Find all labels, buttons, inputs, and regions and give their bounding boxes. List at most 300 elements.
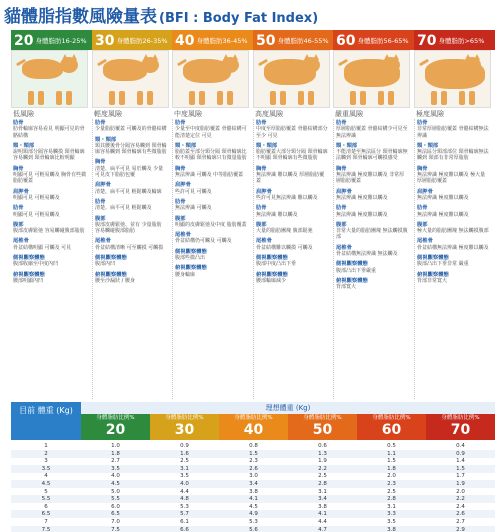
ideal-weight-cell: 3.1 (387, 503, 396, 510)
table-header-caption: 身體脂肪比例% (96, 415, 135, 421)
criteria-heading: 胸骨 (95, 159, 106, 166)
criteria-heading: 尾椎骨 (336, 244, 352, 251)
criteria-block (95, 216, 168, 235)
criteria-block (417, 272, 490, 285)
cat-leg (469, 91, 475, 105)
current-weight-cell: 5 (44, 488, 48, 495)
cat-leg (227, 91, 233, 105)
level-header-70 (414, 30, 495, 50)
criteria-text: 腰至沙漏狀 / 腰身 (95, 277, 135, 284)
criteria-text: 說明頸部分隔容易觸摸 頸骨輪廓容易觸到 頸骨輪廓比較明顯 (13, 149, 85, 162)
criteria-block (175, 143, 248, 162)
table-header-50 (288, 414, 357, 440)
table-header-60 (357, 414, 426, 440)
criteria-block (336, 278, 409, 291)
cat-ear (152, 54, 158, 60)
ideal-weight-table (11, 402, 495, 532)
ideal-weight-cell: 0.6 (318, 443, 327, 449)
criteria-text: 脂肪覆蓋大部分頸分隔 頸骨輪廓不明顯 頸骨輪廓有些微脂肪 (256, 149, 328, 162)
current-weight-cell: 4.5 (41, 481, 51, 487)
cat-body (22, 59, 63, 79)
ideal-weight-cell: 2.4 (456, 503, 465, 510)
criteria-text: 腹部收縮至中度內凹 (13, 261, 59, 268)
ideal-weight-cell: 1.7 (456, 473, 465, 480)
criteria-heading: 側視觀察體態 (95, 255, 127, 262)
criteria-block (417, 189, 490, 202)
criteria-block (417, 166, 490, 185)
level-range: 身體脂肪46-55% (277, 37, 329, 45)
page-title (0, 0, 500, 28)
criteria-block (13, 120, 87, 139)
criteria-heading: 肋骨 (175, 120, 186, 126)
criteria-block (95, 272, 168, 285)
criteria-block (417, 143, 490, 162)
criteria-text: 骨盆結構清晰 可至觸摸 可觸摸 (95, 244, 164, 251)
level-number: 70 (417, 33, 437, 49)
cat-leg (28, 91, 34, 105)
criteria-text: 骨盆結構無法辨識 極度難以觸及 (417, 244, 489, 251)
ideal-weight-cell: 4.0 (111, 473, 120, 480)
cat-leg (441, 91, 447, 105)
table-header-40 (219, 414, 288, 440)
cat-image-60 (333, 50, 410, 108)
ideal-weight-cell: 1.9 (456, 481, 465, 487)
level-header-40 (172, 30, 253, 50)
criteria-block (13, 143, 87, 162)
title-zh: 貓體脂指數風險量表 (4, 7, 157, 27)
criteria-block (13, 189, 87, 202)
ideal-weight-cell: 4.5 (249, 503, 258, 510)
cat-image-70 (414, 50, 491, 108)
table-header-caption: 身體脂肪比例% (441, 415, 480, 421)
table-header-30 (150, 414, 219, 440)
ideal-weight-cell: 3.1 (180, 465, 189, 472)
criteria-text: 無法辨識 極度難以觸及 (417, 211, 469, 218)
cat-leg (360, 91, 366, 105)
level-header-60 (333, 30, 414, 50)
criteria-block (95, 199, 168, 212)
criteria-block (95, 238, 168, 251)
level-number: 60 (336, 33, 356, 49)
criteria-heading: 俯視觀察體態 (256, 271, 288, 278)
table-header-number: 40 (243, 422, 264, 438)
criteria-text: 無法辨識 難以觸及 厚層脂肪覆蓋 (256, 172, 325, 185)
criteria-heading: 頸・頸部 (95, 136, 117, 143)
cat-leg (66, 91, 72, 105)
criteria-heading: 腹部 (175, 215, 186, 222)
criteria-text: 腹部凸出下垂非常 嚴重 (417, 261, 469, 268)
criteria-text: 腹部凸出下垂嚴重 (336, 267, 377, 274)
risk-label-20: 低風險 (13, 110, 34, 118)
risk-label-70: 極度風險 (416, 110, 444, 118)
ideal-weight-cell: 6.1 (180, 519, 189, 525)
current-weight-cell: 6 (44, 503, 48, 510)
criteria-text: 腹部皮膚鬆弛、並有 少量脂肪 容易觸碰腹部脂肪 (95, 221, 162, 235)
criteria-column-30 (92, 119, 170, 399)
criteria-block (13, 205, 87, 218)
ideal-weight-cell: 2.7 (111, 458, 120, 465)
criteria-block (175, 249, 248, 262)
ideal-weight-cell: 3.8 (387, 526, 396, 532)
ideal-weight-cell: 4.4 (318, 519, 327, 525)
cat-image-30 (92, 50, 169, 108)
ideal-weight-cell: 2.8 (318, 481, 327, 487)
ideal-weight-cell: 2.7 (456, 519, 465, 525)
criteria-heading: 腹部 (13, 221, 24, 228)
criteria-column-20 (11, 119, 89, 399)
criteria-text: 無法辨識 可觸及 中等脂肪覆蓋 (175, 172, 244, 179)
criteria-heading: 頸・頸部 (336, 142, 358, 149)
criteria-text: 無法區分頸部部位 頸骨輪廓無法觸到 頸部有非常厚脂肪 (417, 149, 489, 162)
level-number: 50 (256, 33, 276, 49)
criteria-heading: 側視觀察體態 (336, 261, 368, 268)
criteria-text: 清楚、扁平可見 輕鬆觸及 (95, 205, 152, 212)
criteria-column-40 (172, 119, 250, 399)
criteria-text: 無法辨識 難以觸及 (256, 211, 298, 218)
cat-leg (109, 91, 115, 105)
criteria-text: 無法辨識 可觸及 (175, 205, 212, 212)
ideal-weight-cell: 2.0 (387, 473, 396, 480)
ideal-weight-cell: 1.9 (318, 458, 327, 465)
criteria-text: 無法辨識 極度難以觸及 (417, 194, 469, 201)
cat-image-20 (11, 50, 88, 108)
criteria-heading: 頸・頸部 (256, 142, 278, 149)
cat-illustrations (11, 50, 495, 108)
ideal-weight-cell: 6.0 (111, 503, 120, 510)
criteria-heading: 俯視觀察體態 (95, 271, 127, 278)
ideal-weight-cell: 1.5 (249, 450, 258, 457)
level-header-30 (92, 30, 173, 50)
criteria-block (336, 205, 409, 218)
criteria-block (256, 166, 329, 185)
current-weight-cell: 2 (44, 450, 48, 457)
criteria-text: 骨盆結構明顯 可觸及 可見 (13, 244, 72, 251)
cat-image-50 (253, 50, 330, 108)
cat-ear (465, 54, 471, 60)
criteria-text: 無法辨識 極度難以觸及 (336, 211, 388, 218)
criteria-text: 背部非常寬大 (417, 277, 448, 284)
ideal-weight-cell: 0.5 (387, 443, 396, 449)
cat-leg (388, 91, 394, 105)
cat-ear (474, 54, 480, 60)
criteria-heading: 俯視觀察體態 (336, 277, 368, 284)
criteria-block (256, 120, 329, 139)
criteria-column-50 (253, 119, 331, 399)
criteria-block (336, 245, 409, 258)
criteria-block (256, 255, 329, 268)
criteria-text: 清楚、扁平可見 易於觸及 少量可見皮下脂肪包覆 (95, 165, 164, 179)
ideal-weight-cell: 4.4 (180, 488, 189, 495)
table-header-caption: 身體脂肪比例% (234, 415, 273, 421)
table-corner: 目前 體重 (Kg) (11, 402, 81, 440)
criteria-column-70 (414, 119, 492, 399)
criteria-text: 極大量的脂肪團塊 無法觸摸腹部 (417, 228, 489, 235)
ideal-weight-cell: 4.0 (180, 481, 189, 487)
ideal-weight-cell: 1.5 (456, 465, 465, 472)
criteria-block (175, 216, 248, 229)
ideal-weight-cell: 5.0 (111, 488, 120, 495)
criteria-text: 少量脂肪覆蓋 可觸及的骨骼結構 (95, 126, 167, 133)
ideal-weight-cell: 1.8 (387, 465, 396, 472)
criteria-text: 腹部中度凸出下垂 (256, 261, 297, 268)
cat-ear (223, 54, 229, 60)
level-range: 身體脂肪56-65% (357, 37, 409, 45)
criteria-block (95, 120, 168, 133)
ideal-weight-cell: 1.3 (318, 450, 327, 457)
cat-leg (119, 91, 125, 105)
criteria-text: 無法辨識 極度難以觸及 非常厚層脂肪覆蓋 (336, 172, 405, 185)
title-en: (BFI : Body Fat Index) (159, 11, 319, 26)
table-header-number: 20 (105, 422, 126, 438)
criteria-block (336, 143, 409, 162)
criteria-heading: 胸骨 (256, 165, 267, 172)
ideal-weight-cell: 2.8 (387, 496, 396, 503)
criteria-heading: 肋骨 (256, 120, 267, 126)
criteria-heading: 尾椎骨 (13, 238, 29, 245)
criteria-block (256, 222, 329, 235)
criteria-heading: 頸・頸部 (13, 142, 35, 149)
criteria-text: 無法辨識 極度難以觸及 (336, 194, 388, 201)
ideal-weight-cell: 3.5 (180, 473, 189, 480)
criteria-text: 厚層脂肪覆蓋 骨骼結構少可見至 無法辨識 (336, 126, 408, 139)
criteria-heading: 肋骨 (13, 120, 24, 126)
criteria-heading: 肋骨 (95, 198, 106, 205)
ideal-weight-cell: 2.6 (249, 465, 258, 472)
criteria-heading: 肩胛骨 (13, 188, 29, 195)
criteria-text: 頸其腰後骨分隔容易觸到 頸骨輪廓容易觸到 頸骨輪廓有些微脂肪 (95, 142, 167, 156)
ideal-weight-cell: 1.1 (387, 450, 396, 457)
cat-leg (308, 91, 314, 105)
criteria-heading: 側視觀察體態 (175, 248, 207, 255)
criteria-heading: 頸・頸部 (417, 142, 439, 149)
level-range: 身體脂肪>65% (438, 37, 485, 45)
criteria-text: 腹部皮膚鬆弛 容易觸碰腹部脂肪 (13, 228, 85, 235)
cat-leg (217, 91, 223, 105)
table-header-caption: 身體脂肪比例% (372, 415, 411, 421)
criteria-heading: 腹部 (95, 215, 106, 222)
ideal-weight-cell: 4.9 (249, 511, 258, 518)
criteria-block (336, 222, 409, 241)
criteria-block (13, 238, 87, 251)
ideal-weight-cell: 2.3 (387, 481, 396, 487)
criteria-block (13, 166, 87, 185)
level-number: 20 (14, 33, 34, 49)
ideal-weight-cell: 2.6 (456, 511, 465, 518)
criteria-text: 清楚、扁平可見 輕鬆觸及輪廓 (95, 188, 162, 195)
criteria-text: 少量至中度脂肪覆蓋 骨骼結構可能清楚定位 可見 (175, 126, 247, 139)
ideal-weight-cell: 4.8 (180, 496, 189, 503)
ideal-weight-cell: 3.4 (249, 481, 258, 487)
cat-leg (199, 91, 205, 105)
level-header-50 (253, 30, 334, 50)
criteria-text: 大量的脂肪團塊 腹部鬆弛 (256, 228, 313, 235)
criteria-heading: 尾椎骨 (417, 238, 433, 245)
criteria-heading: 胸骨 (175, 165, 186, 172)
criteria-text: 骨盆結構仍可觸及 可觸及 (175, 238, 232, 245)
cat-ear (313, 54, 319, 60)
ideal-weight-cell: 6.6 (180, 526, 189, 532)
criteria-block (13, 255, 87, 268)
ideal-weight-cell: 3.0 (249, 473, 258, 480)
cat-leg (270, 91, 276, 105)
risk-label-30: 輕度風險 (94, 110, 122, 118)
ideal-weight-cell: 3.1 (318, 488, 327, 495)
criteria-text: 腰部明顯內凹 (13, 277, 44, 284)
criteria-text: 非常厚層脂肪覆蓋 骨骼結構無法辨識 (417, 126, 489, 139)
ideal-weight-cell: 3.8 (249, 488, 258, 495)
ideal-weight-cell: 3.5 (111, 465, 120, 472)
criteria-text: 脂肪蓋至部分頸分隔 頸骨輪廓比較不明顯 頸骨輪廓只有微量脂肪 (175, 149, 247, 162)
ideal-weight-cell: 3.5 (387, 519, 396, 525)
risk-label-40: 中度風險 (174, 110, 202, 118)
ideal-weight-cell: 5.3 (249, 519, 258, 525)
table-title: 理想體重 (Kg) (81, 402, 495, 414)
criteria-text: 明顯可見 可輕易觸及 (13, 211, 60, 218)
criteria-heading: 側視觀察體態 (417, 255, 449, 262)
ideal-weight-cell: 4.5 (111, 481, 120, 487)
criteria-block (417, 255, 490, 268)
criteria-heading: 俯視觀察體態 (417, 271, 449, 278)
criteria-heading: 肋骨 (336, 120, 347, 126)
current-weight-cell: 6.5 (41, 511, 51, 518)
cat-leg (137, 91, 143, 105)
ideal-weight-cell: 2.5 (387, 488, 396, 495)
ideal-weight-cell: 5.7 (180, 511, 189, 518)
criteria-text: 些許可見無法辨識 難以觸及 (256, 194, 318, 201)
criteria-text: 腰部輪廓減少 (256, 277, 287, 284)
criteria-block (256, 189, 329, 202)
ideal-weight-cell: 5.3 (180, 503, 189, 510)
current-weight-cell: 7.5 (41, 526, 51, 532)
criteria-block (175, 265, 248, 278)
ideal-weight-cell: 0.9 (180, 443, 189, 449)
criteria-heading: 俯視觀察體態 (13, 271, 45, 278)
criteria-text: 骨盆結構難以觸摸 可觸及 (256, 244, 313, 251)
criteria-heading: 肋骨 (256, 205, 267, 212)
criteria-heading: 胸骨 (417, 165, 428, 172)
criteria-block (175, 182, 248, 195)
criteria-block (417, 120, 490, 139)
level-number: 30 (95, 33, 115, 49)
ideal-weight-cell: 3.4 (318, 496, 327, 503)
criteria-heading: 肋骨 (95, 120, 106, 126)
ideal-weight-cell: 5.5 (111, 496, 120, 503)
criteria-text: 背部寬大 (336, 284, 357, 291)
table-header-caption: 身體脂肪比例% (303, 415, 342, 421)
criteria-heading: 肋骨 (336, 205, 347, 212)
ideal-weight-cell: 5.6 (249, 526, 258, 532)
ideal-weight-cell: 1.4 (456, 458, 465, 465)
cat-leg (56, 91, 62, 105)
criteria-heading: 尾椎骨 (256, 238, 272, 245)
level-number: 40 (175, 33, 195, 49)
criteria-block (336, 189, 409, 202)
ideal-weight-cell: 2.5 (318, 473, 327, 480)
ideal-weight-cell: 4.7 (318, 526, 327, 532)
criteria-block (256, 238, 329, 251)
criteria-block (95, 182, 168, 195)
ideal-weight-cell: 2.2 (318, 465, 327, 472)
cat-leg (350, 91, 356, 105)
level-header-20 (11, 30, 92, 50)
current-weight-cell: 4 (44, 473, 48, 480)
table-header-number: 60 (381, 422, 402, 438)
ideal-weight-cell: 4.1 (249, 496, 258, 503)
criteria-grid (11, 119, 495, 399)
criteria-block (175, 166, 248, 179)
current-weight-cell: 3.5 (41, 465, 51, 472)
risk-label-60: 嚴重風險 (335, 110, 363, 118)
criteria-heading: 胸骨 (13, 165, 24, 172)
ideal-weight-cell: 3.8 (318, 503, 327, 510)
criteria-heading: 尾椎骨 (95, 238, 111, 245)
table-header-number: 50 (312, 422, 333, 438)
ideal-weight-cell: 0.9 (456, 450, 465, 457)
cat-ear (393, 54, 399, 60)
level-range: 身體脂肪16-25% (35, 37, 87, 45)
criteria-block (175, 120, 248, 139)
ideal-weight-cell: 2.5 (180, 458, 189, 465)
criteria-block (95, 255, 168, 268)
criteria-text: 無法辨識 極度難以觸及 極大量厚層脂肪覆蓋 (417, 172, 486, 185)
cat-leg (431, 91, 437, 105)
criteria-block (95, 137, 168, 156)
cat-leg (378, 91, 384, 105)
cat-leg (298, 91, 304, 105)
cat-ear (232, 54, 238, 60)
criteria-block (336, 166, 409, 185)
criteria-heading: 肩胛骨 (95, 182, 111, 189)
ideal-weight-cell: 4.1 (318, 511, 327, 518)
criteria-block (256, 143, 329, 162)
table-header-20 (81, 414, 150, 440)
criteria-heading: 胸骨 (336, 165, 347, 172)
level-range: 身體脂肪36-45% (196, 37, 248, 45)
ideal-weight-cell: 0.8 (249, 443, 258, 449)
criteria-heading: 肩胛骨 (336, 188, 352, 195)
criteria-text: 中度至厚脂肪覆蓋 骨骼結構部分至少 可見 (256, 126, 328, 139)
ideal-weight-cell: 7.0 (111, 519, 120, 525)
criteria-block (13, 222, 87, 235)
table-row (11, 526, 495, 532)
criteria-column-60 (333, 119, 411, 399)
criteria-heading: 腹部 (417, 221, 428, 228)
criteria-text: 非常大量的脂肪團塊 無法觸摸腹部 (336, 228, 408, 241)
ideal-weight-cell: 2.0 (456, 488, 465, 495)
table-header-number: 30 (174, 422, 195, 438)
criteria-text: 明顯可見 可輕易觸及 (13, 194, 60, 201)
criteria-heading: 尾椎骨 (175, 232, 191, 239)
table-header-caption: 身體脂肪比例% (165, 415, 204, 421)
ideal-weight-cell: 1.8 (111, 450, 120, 457)
ideal-weight-cell: 0.4 (456, 443, 465, 449)
criteria-heading: 肋骨 (417, 205, 428, 212)
ideal-weight-cell: 6.5 (111, 511, 120, 518)
criteria-block (336, 261, 409, 274)
level-header-bar (11, 30, 495, 50)
cat-leg (459, 91, 465, 105)
criteria-heading: 肩胛骨 (175, 182, 191, 189)
table-header-70 (426, 414, 495, 440)
criteria-text: 明顯可見 可輕易觸及 胸骨有些微脂肪覆蓋 (13, 172, 87, 185)
criteria-text: 骨盆結構無法辨識 無法觸及 (336, 251, 398, 258)
cat-ear (143, 54, 149, 60)
criteria-text: 明顯的皮膚鬆弛及中度 脂肪覆蓋 (175, 221, 247, 228)
criteria-text: 肋骨輪廓容易看見 明顯可見的骨骼結構 (13, 126, 85, 139)
ideal-weight-cell: 2.9 (456, 526, 465, 532)
table-header-number: 70 (450, 422, 471, 438)
criteria-block (256, 205, 329, 218)
